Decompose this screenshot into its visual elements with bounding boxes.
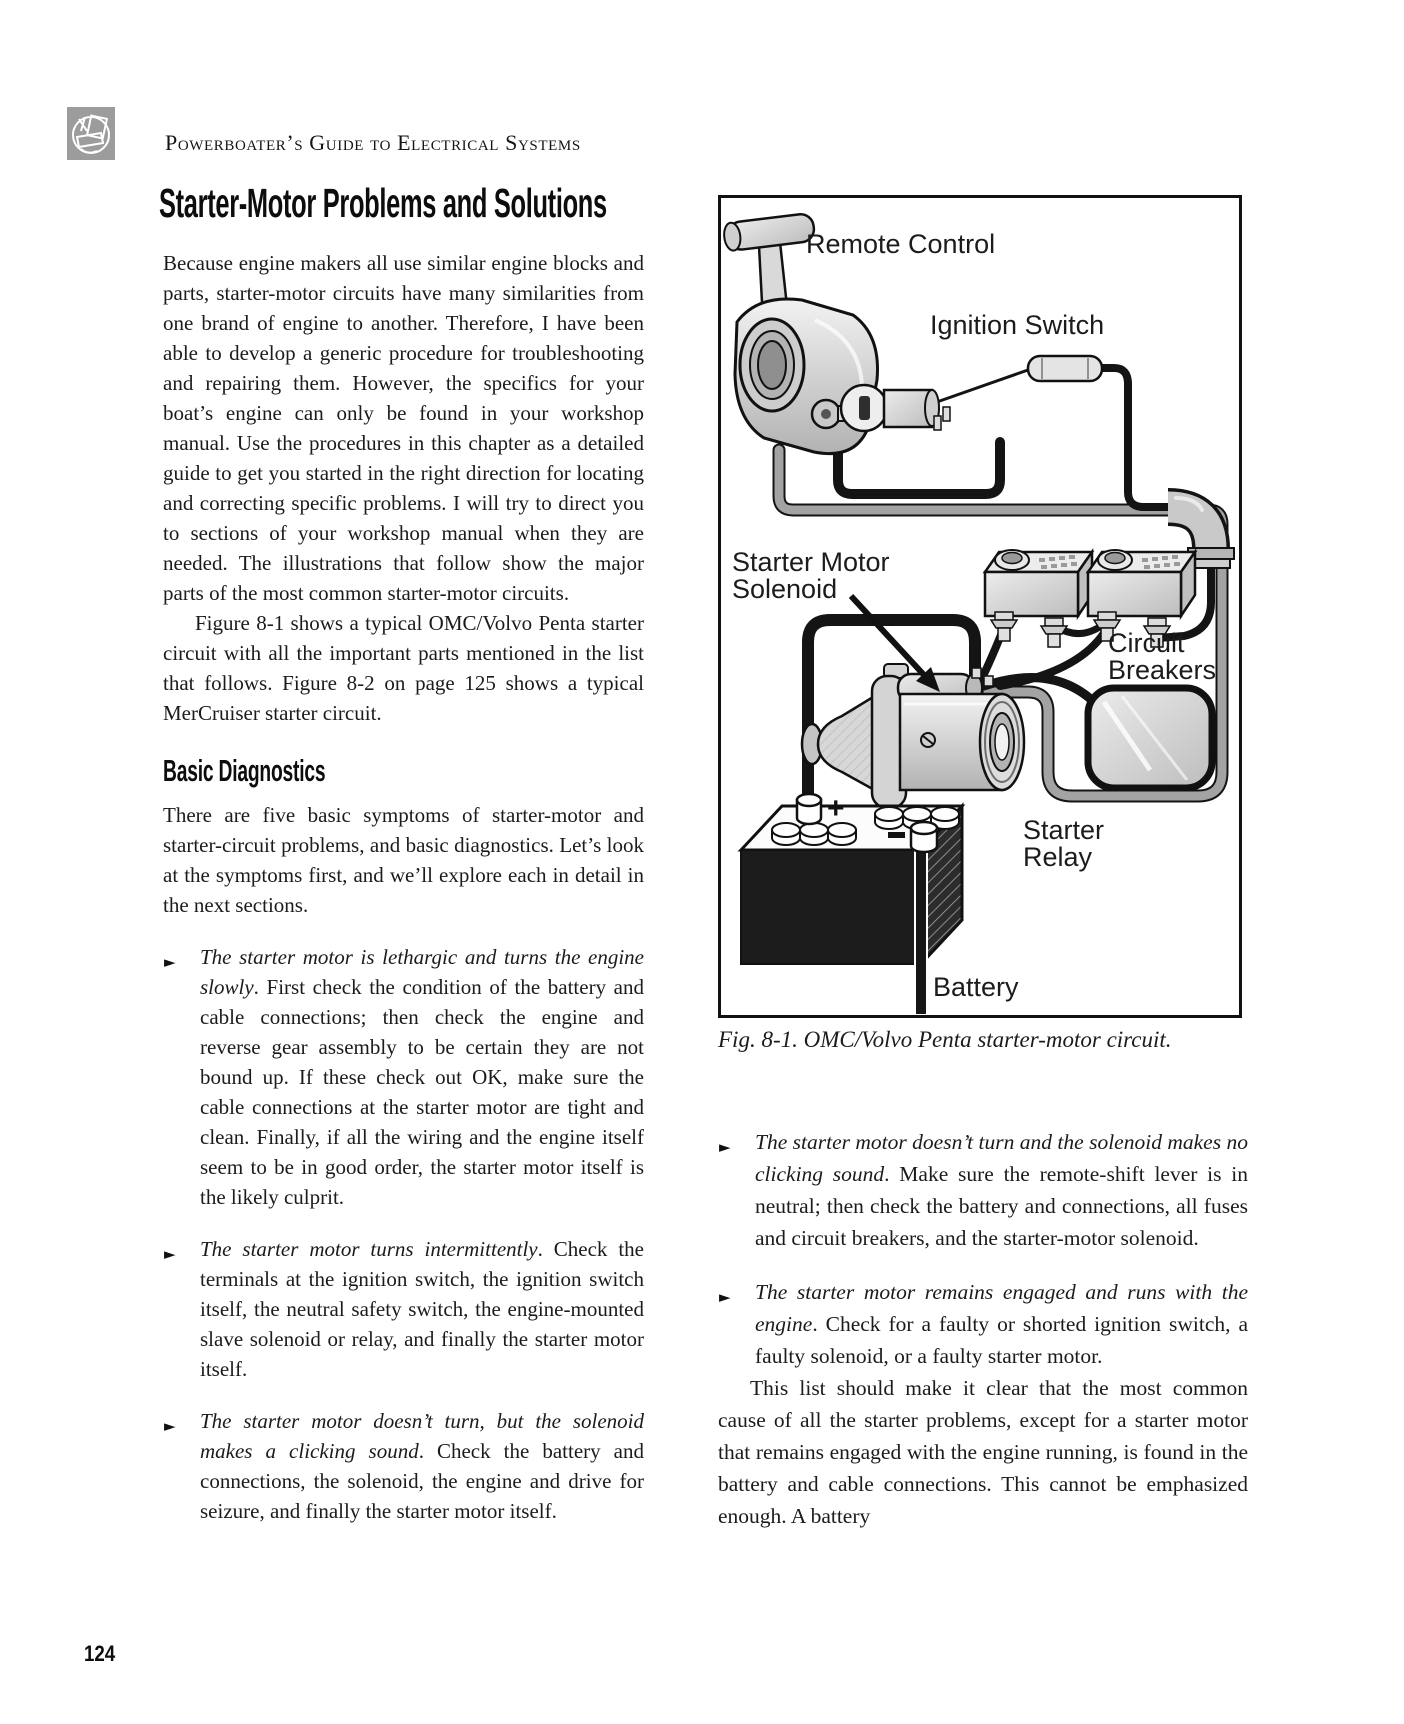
symptom-detail: . Check the battery and connections, the solenoid, the engine and drive for seizure, and finally the starter motor itself. xyxy=(200,1439,644,1523)
left-column xyxy=(163,248,644,1526)
article-title: Starter-Motor Problems and Solutions xyxy=(159,180,607,226)
battery-minus-sign xyxy=(888,832,905,838)
symptom-list-left xyxy=(163,942,644,1526)
bullet-triangle-icon: ► xyxy=(164,1417,176,1435)
bullet-triangle-icon: ► xyxy=(719,1138,731,1156)
intro-paragraph-2: Figure 8-1 shows a typical OMC/Volvo Penta starter circuit with all the important parts mentioned in the list that follows. Figure 8-2 on page 125 shows a typical MerCruiser starter circuit. xyxy=(163,611,644,725)
closing-paragraph: This list should make it clear that the most common cause of all the starter problems, except for a starter motor that remains engaged with the engine running, is found in the battery and cable connections. This cannot be emphasized enough. A battery xyxy=(718,1376,1248,1528)
figure-8-1 xyxy=(718,195,1242,1018)
battery-plus-sign: + xyxy=(827,792,845,825)
figure-label-starter-relay: Starter xyxy=(1023,815,1105,845)
symptom-lead: The starter motor turns intermittently xyxy=(200,1237,538,1261)
running-head: Powerboater’s Guide to Electrical Systems xyxy=(165,130,581,155)
symptom-detail: . Make sure the remote-shift lever is in neutral; then check the battery and connections, all fuses and circuit breakers, and the starter-motor solenoid. xyxy=(755,1162,1248,1250)
figure-label-circuit-breakers-2: Breakers xyxy=(1108,655,1217,685)
figure-label-remote-control: Remote Control xyxy=(806,229,996,259)
symptom-item xyxy=(163,1234,644,1384)
symptom-item xyxy=(163,1406,644,1526)
symptom-detail: . Check the terminals at the ignition switch, the ignition switch itself, the neutral safety switch, the engine-mounted slave solenoid or relay, and finally the starter motor itself. xyxy=(200,1237,644,1381)
battery-graphic xyxy=(741,792,962,1014)
bullet-triangle-icon: ► xyxy=(719,1288,731,1306)
symptom-item xyxy=(718,1126,1248,1254)
page-number: 124 xyxy=(84,1641,116,1666)
figure-label-starter-motor-solenoid: Starter Motor xyxy=(732,547,890,577)
figure-label-battery: Battery xyxy=(933,972,1019,1002)
symptom-list-right xyxy=(718,1126,1248,1372)
symptom-lead: The starter motor remains engaged and runs with the engine xyxy=(755,1280,1248,1336)
figure-label-starter-relay-2: Relay xyxy=(1023,842,1093,872)
bullet-triangle-icon: ► xyxy=(164,953,176,971)
symptom-lead: The starter motor doesn’t turn, but the solenoid makes a clicking sound xyxy=(200,1409,644,1463)
symptom-item xyxy=(718,1276,1248,1372)
symptom-item xyxy=(163,942,644,1212)
intro-paragraph-1: Because engine makers all use similar engine blocks and parts, starter-motor circuits have many similarities from one brand of engine to another. Therefore, I have been able to develop a generic procedure for troubleshooting and repairing them. However, the specifics for your boat’s engine can only be found in your workshop manual. Use the procedures in this chapter as a detailed guide to get you started in the right direction for locating and correcting specific problems. I will try to direct you to sections of your workshop manual when they are needed. The illustrations that follow show the major parts of the most common starter-motor circuits. xyxy=(163,251,644,605)
starter-relay-graphic xyxy=(1088,688,1212,788)
symptom-detail: . Check for a faulty or shorted ignition switch, a faulty solenoid, or a faulty starter motor. xyxy=(755,1312,1248,1368)
symptom-lead: The starter motor doesn’t turn and the solenoid makes no clicking sound xyxy=(755,1130,1248,1186)
section-lead-paragraph: There are five basic symptoms of starter-motor and starter-circuit problems, and basic diagnostics. Let’s look at the symptoms first, and we’ll explore each in detail in the next sections. xyxy=(163,803,644,917)
publisher-logo-icon xyxy=(67,107,115,160)
right-column xyxy=(718,1026,1248,1532)
section-heading: Basic Diagnostics xyxy=(163,753,326,788)
figure-label-starter-motor-solenoid-2: Solenoid xyxy=(732,574,838,604)
figure-label-ignition-switch: Ignition Switch xyxy=(930,310,1105,340)
figure-caption: Fig. 8-1. OMC/Volvo Penta starter-motor circuit. xyxy=(718,1027,1172,1052)
figure-label-circuit-breakers: Circuit xyxy=(1108,628,1185,658)
symptom-detail: . First check the condition of the battery and cable connections; then check the engine and reverse gear assembly to be certain they are not bound up. If these check out OK, make sure the cable connections at the starter motor are tight and clean. Finally, if all the wiring and the engine itself seem to be in good order, the starter motor itself is the likely culprit. xyxy=(200,975,644,1209)
bullet-triangle-icon: ► xyxy=(164,1245,176,1263)
symptom-lead: The starter motor is lethargic and turns the engine slowly xyxy=(200,945,644,999)
